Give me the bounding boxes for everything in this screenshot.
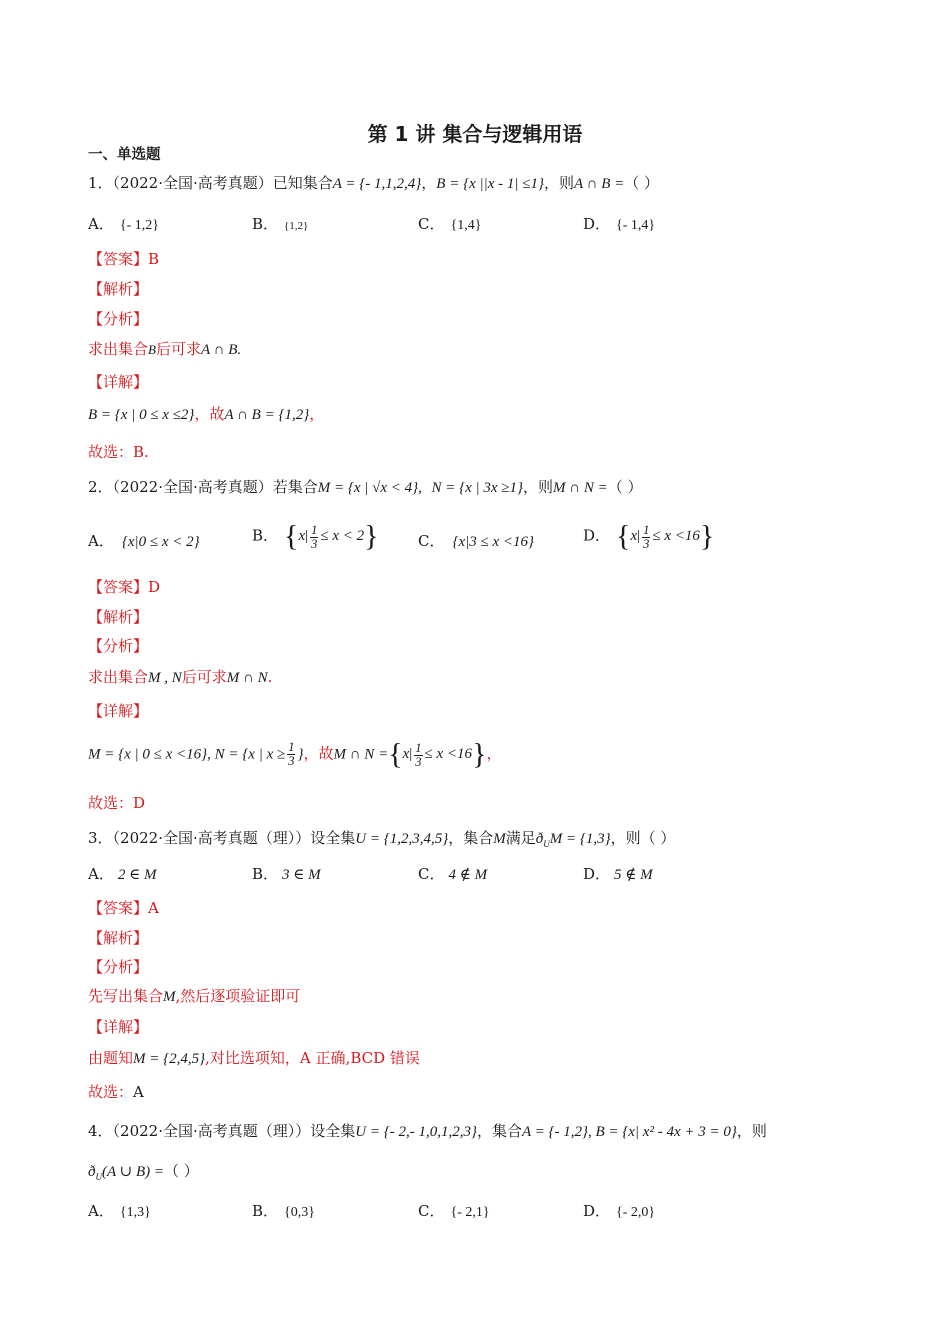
option-label: C． [418,865,445,883]
option-value: {- 2,1} [450,1205,490,1220]
q4-option-c [418,1200,490,1224]
math: A ∩ B = {1,2} [224,407,310,423]
choose-value: D [133,794,146,812]
q3-set-u: U = {1,2,3,4,5} [355,831,449,847]
q2-answer [88,576,160,598]
q4-option-a [88,1200,151,1224]
q2-detail-label: 【详解】 [88,702,149,720]
frac-num: 1 [311,522,318,537]
option-value: {- 1,2} [119,218,159,233]
frac-num: 1 [415,740,422,755]
text: ，故 [303,744,334,763]
q4-ask: ，则 [736,1122,767,1140]
option-value: {x|3 ≤ x <16} [452,534,535,550]
q1-fenxi-label: 【分析】 [88,310,149,328]
option-label: B． [252,1202,279,1220]
text: ，集合 [448,829,494,847]
q4-option-b [252,1200,315,1224]
complement-symbol: ð [535,831,544,847]
q3-option-c [418,863,487,886]
option-label: D． [583,865,611,883]
answer-value: B [148,250,160,268]
q1-option-b [252,213,308,237]
math: M = {x | 0 ≤ x <16}, N = {x | x ≥ [88,746,286,763]
text: A [299,1049,311,1067]
q3-ask: ，则（ ） [610,829,676,847]
brace: } [472,738,487,771]
q3-source: （2022·全国·高考真题（理））设全集 [112,829,356,847]
page-title: 第 1 讲 集合与逻辑用语 [367,122,583,146]
q2-option-a [88,530,200,553]
text: 错误 [389,1049,420,1067]
option-label: C． [418,215,445,233]
text: ，故 [194,405,225,423]
text: 由题知 [88,1049,134,1067]
option-label: B． [252,865,279,883]
option-label: C． [418,1202,445,1220]
q1-answer [88,248,159,270]
math: B [148,342,156,357]
q4-set-u: U = {- 2,- 1,0,1,2,3} [355,1124,477,1140]
option-value: 3 ∈ M [282,867,321,883]
math: x [630,528,638,545]
q1-option-a [88,213,159,237]
q2-fenxi-label: 【分析】 [88,637,149,655]
q1-source: （2022·全国·高考真题）已知集合 [112,174,333,192]
q4-source: （2022·全国·高考真题（理））设全集 [112,1122,356,1140]
text: 后可求 [155,340,201,358]
math: M [163,989,176,1005]
math: M ∩ N [226,670,268,686]
q3-number: 3． [88,829,113,847]
math: M , N [148,670,182,686]
section-heading: 一、单选题 [88,147,161,163]
q1-detail-label: 【详解】 [88,373,149,391]
q1-detail-text [88,403,324,426]
q1-expr: A ∩ B = [574,176,625,192]
option-label: D． [583,215,611,233]
q2-set-m: M = {x | √x < 4}, [317,480,422,496]
math: M = {2,4,5} [133,1051,206,1067]
q2-fenxi-text [88,666,272,689]
q3-answer [88,897,159,919]
frac-num: 1 [288,739,295,754]
option-value: {- 2,0} [616,1205,656,1220]
q3-detail-text [88,1047,420,1070]
q4-number: 4． [88,1122,113,1140]
q1-ask: ，则 [544,174,575,192]
q2-choose [88,792,145,814]
q1-fenxi-text [88,338,241,361]
choose-label: 故选： [88,1083,134,1101]
option-value: {1,2} [284,220,309,232]
math: x [402,746,410,763]
text: ，集合 [476,1122,522,1140]
math: A ∩ B [200,342,238,358]
q1-option-c [418,213,481,237]
q1-number: 1． [88,174,113,192]
question-3 [88,827,675,855]
answer-value: A [148,899,159,917]
q3-detail-label: 【详解】 [88,1018,149,1036]
q4-option-d [583,1200,655,1224]
q2-analysis-label: 【解析】 [88,608,149,626]
q4-blank: （ ） [164,1162,199,1180]
choose-label: 故选： [88,794,134,812]
q3-fenxi-label: 【分析】 [88,958,149,976]
question-2 [88,476,643,499]
math: M [493,831,506,847]
q3-analysis-label: 【解析】 [88,929,149,947]
q1-blank: （ ） [624,174,660,192]
option-label: D． [583,1202,611,1220]
text: 先写出集合 [88,987,164,1005]
text: 求出集合 [88,668,149,686]
q3-option-d [583,863,653,886]
q1-analysis-label: 【解析】 [88,280,149,298]
q2-set-n: N = {x | 3x ≥1} [431,480,524,496]
math: x [298,528,306,545]
text: . [237,342,242,358]
option-label: A． [88,215,114,233]
q2-number: 2． [88,478,113,496]
text: . [267,668,273,686]
text: 后可求 [181,668,227,686]
q2-blank: （ ） [607,478,643,496]
option-value: 5 ∉ M [614,867,653,883]
frac-den: 3 [311,536,318,551]
text: BCD [350,1049,386,1067]
answer-label: 【答案】 [88,250,149,268]
question-1 [88,172,659,195]
brace: { [388,738,403,771]
q1-set-b: B = {x ||x - 1| ≤1} [436,176,544,192]
math: ≤ x < 2 [320,528,365,545]
q1-set-a: A = {- 1,1,2,4} [332,176,422,192]
text: 求出集合 [88,340,149,358]
text: ,然后逐项验证即可 [175,987,301,1005]
text: 正确, [315,1049,351,1067]
complement-symbol: ð [88,1164,96,1180]
option-value: {1,4} [450,218,482,233]
math: M = {1,3} [549,831,611,847]
math: ≤ x <16 [424,746,473,763]
text: ,对比选项知， [205,1049,300,1067]
q4-sets-ab: A = {- 1,2}, B = {x| x² - 4x + 3 = 0} [521,1124,737,1140]
option-value: {- 1,4} [616,218,656,233]
frac-num: 1 [643,522,650,537]
answer-label: 【答案】 [88,899,149,917]
complement-sub: U [95,1172,102,1182]
q3-choose [88,1081,144,1103]
choose-label: 故选： [88,443,134,461]
q3-option-b [252,863,321,886]
q1-choose [88,441,149,463]
brace: { [616,520,631,553]
brace: } [699,520,715,553]
q2-ask: ，则 [523,478,554,496]
math: B = {x | 0 ≤ x ≤2} [88,407,195,423]
math: M ∩ N = [333,746,389,763]
question-4 [88,1120,767,1143]
frac-den: 3 [415,754,422,769]
option-label: B． [252,215,279,233]
q2-expr: M ∩ N = [553,480,608,496]
choose-value: B. [133,443,149,461]
q2-option-c [418,530,534,553]
option-value: {0,3} [284,1205,315,1220]
q3-fenxi-text [88,985,300,1008]
brace: } [364,520,379,553]
q1-comma: ， [421,174,437,192]
option-label: A． [88,532,114,550]
q2-detail-text: M = {x | 0 ≤ x <16}, N = {x | x ≥ $\frac{1}{3}$ }，故M ∩ N ={x| $\frac{1}{3}$ ≤ x <16}， [88,738,502,771]
q1-option-d [583,213,655,237]
complement-sub: U [543,839,550,849]
option-value: 2 ∈ M [117,867,157,883]
option-label: B． [252,526,279,545]
brace: { [284,520,299,553]
choose-value: A [133,1083,144,1101]
question-4-cont [88,1160,199,1188]
q2-option-d: D． {x| $\frac{1}{3}$ ≤ x <16} [583,520,715,553]
q2-source: （2022·全国·高考真题）若集合 [112,478,318,496]
math: } [297,746,304,763]
option-label: C． [418,532,445,550]
answer-value: D [148,578,161,596]
math: ≤ x <16 [652,528,700,545]
frac-den: 3 [288,753,295,768]
text: ， [486,744,502,763]
option-label: D． [583,526,611,545]
q2-option-b: B． {x| $\frac{1}{3}$ ≤ x < 2} [252,520,379,553]
text: ， [309,405,325,423]
answer-label: 【答案】 [88,578,149,596]
math: (A ∪ B) = [102,1164,164,1180]
option-label: A． [88,865,114,883]
text: 满足 [505,829,536,847]
option-value: {1,3} [119,1205,151,1220]
frac-den: 3 [643,536,650,551]
option-value: {x|0 ≤ x < 2} [121,534,200,550]
q3-option-a [88,863,156,886]
option-label: A． [88,1202,114,1220]
option-value: 4 ∉ M [448,867,488,883]
